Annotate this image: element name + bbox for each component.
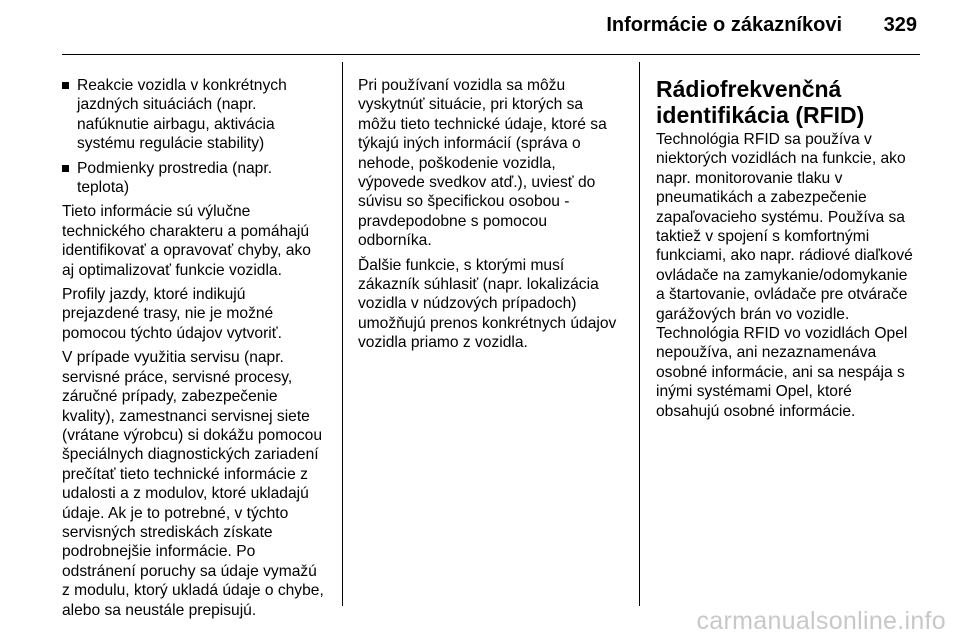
bullet-item [62, 76, 334, 154]
text-line: Profily jazdy, ktoré indikujú [62, 286, 246, 304]
text-line: teplota) [77, 179, 130, 197]
text-line: môžu tieto technické údaje, ktoré sa [358, 115, 607, 133]
page-number: 329 [883, 14, 917, 36]
paragraph [656, 130, 924, 324]
text-line: Pri používaní vozidla sa môžu [358, 77, 566, 94]
text-line: Technológia RFID sa používa v [656, 131, 872, 148]
text-line: umožňujú prenos konkrétnych údajov [358, 314, 617, 332]
paragraph [62, 285, 334, 343]
text-line: inými systémami Opel, ktoré [656, 383, 852, 401]
text-line: súvisu so špecifickou osobou - [358, 193, 570, 211]
text-line: technického charakteru a pomáhajú [62, 222, 310, 240]
header-divider [62, 54, 920, 55]
text-line: údaje. Ak je to potrebné, v týchto [62, 504, 289, 522]
text-line: niektorých vozidlách na funkcie, ako [656, 150, 906, 168]
text-line: Tieto informácie sú výlučne [62, 203, 251, 221]
text-line: pravdepodobne s pomocou [358, 212, 547, 230]
text-line: Reakcie vozidla v konkrétnych [77, 77, 287, 94]
paragraph [358, 76, 630, 251]
text-line: Technológia RFID vo vozidlách Opel [656, 325, 908, 343]
text-line: kvality), zamestnanci servisnej siete [62, 407, 310, 425]
text-line: Podmienky prostredia (napr. [77, 159, 273, 177]
text-line: pomocou týchto údajov vytvoriť. [62, 324, 282, 342]
text-line: osobné informácie, ani sa nespája s [656, 363, 905, 381]
text-line: napr. monitorovanie tlaku v [656, 169, 843, 187]
text-line: udalosti a z modulov, ktoré ukladajú [62, 485, 309, 503]
paragraph [656, 324, 924, 421]
text-line: zákazník súhlasiť (napr. lokalizácia [358, 276, 599, 294]
text-line: odstránení poruchy sa údaje vymažú [62, 562, 317, 580]
square-bullet-icon [62, 82, 69, 89]
text-line: nafúknutie airbagu, aktivácia [77, 115, 275, 133]
text-line: Ďalšie funkcie, s ktorými musí [358, 256, 565, 274]
text-line: servisné práce, servisné procesy, [62, 368, 293, 386]
text-line: podrobnejšie informácie. Po [62, 543, 256, 561]
paragraph [62, 348, 334, 620]
text-line: funkciami, ako napr. rádiové diaľkové [656, 247, 913, 265]
text-line: obsahujú osobné informácie. [656, 402, 856, 420]
text-line: (vrátane výrobcu) si dokážu pomocou [62, 426, 323, 444]
text-line: vozidla priamo z vozidla. [358, 334, 528, 352]
paragraph [358, 256, 630, 353]
column-2 [358, 76, 630, 358]
paragraph [62, 202, 334, 280]
column-divider-2 [639, 62, 640, 606]
text-line: ovládače na zamykanie/odomykanie [656, 266, 908, 284]
text-line: zapaľovacieho systému. Používa sa [656, 208, 905, 226]
text-line: garážových brán vo vozidle. [656, 305, 850, 323]
text-line: taktiež v spojení s komfortnými [656, 228, 870, 246]
text-line: alebo sa neustále prepisujú. [62, 601, 257, 619]
text-line: záručné prípady, zabezpečenie [62, 388, 278, 406]
page-title: Informácie o zákazníkovi [606, 14, 842, 36]
text-line: nepoužíva, ani nezaznamenáva [656, 344, 877, 362]
text-line: z modulu, ktorý ukladá údaje o chybe, [62, 582, 324, 600]
text-line: jazdných situáciách (napr. [77, 96, 257, 114]
text-line: a štartovanie, ovládače pre otvárače [656, 286, 908, 304]
section-heading [656, 76, 924, 128]
text-line: pneumatikách a zabezpečenie [656, 189, 867, 207]
text-line: vozidla v núdzových prípadoch) [358, 295, 577, 313]
text-line: systému regulácie stability) [77, 135, 265, 153]
text-line: identifikovať a opravovať chyby, ako [62, 242, 311, 260]
bullet-item [62, 159, 334, 198]
text-line: vyskytnúť situácie, pri ktorých sa [358, 96, 584, 114]
text-line: týkajú iných informácií (správa o [358, 135, 581, 153]
text-line: V prípade využitia servisu (napr. [62, 349, 284, 367]
watermark: carmanualsonline.info [696, 607, 946, 635]
column-1 [62, 76, 334, 625]
text-line: prečítať tieto technické informácie z [62, 465, 308, 483]
heading-line: identifikácia (RFID) [656, 102, 865, 128]
page-header [0, 0, 960, 58]
text-line: prejazdené trasy, nie je možné [62, 305, 274, 323]
text-line: výpovede svedkov atď.), uviesť do [358, 174, 596, 192]
text-line: špeciálnych diagnostických zariadení [62, 446, 319, 464]
text-line: nehode, poškodenie vozidla, [358, 154, 556, 172]
text-line: odborníka. [358, 232, 432, 250]
column-3 [656, 76, 924, 426]
text-line: aj optimalizovať funkcie vozidla. [62, 261, 282, 279]
square-bullet-icon [62, 165, 69, 172]
column-divider-1 [342, 62, 343, 606]
text-line: servisných strediskách získate [62, 523, 273, 541]
heading-line: Rádiofrekvenčná [656, 76, 842, 102]
